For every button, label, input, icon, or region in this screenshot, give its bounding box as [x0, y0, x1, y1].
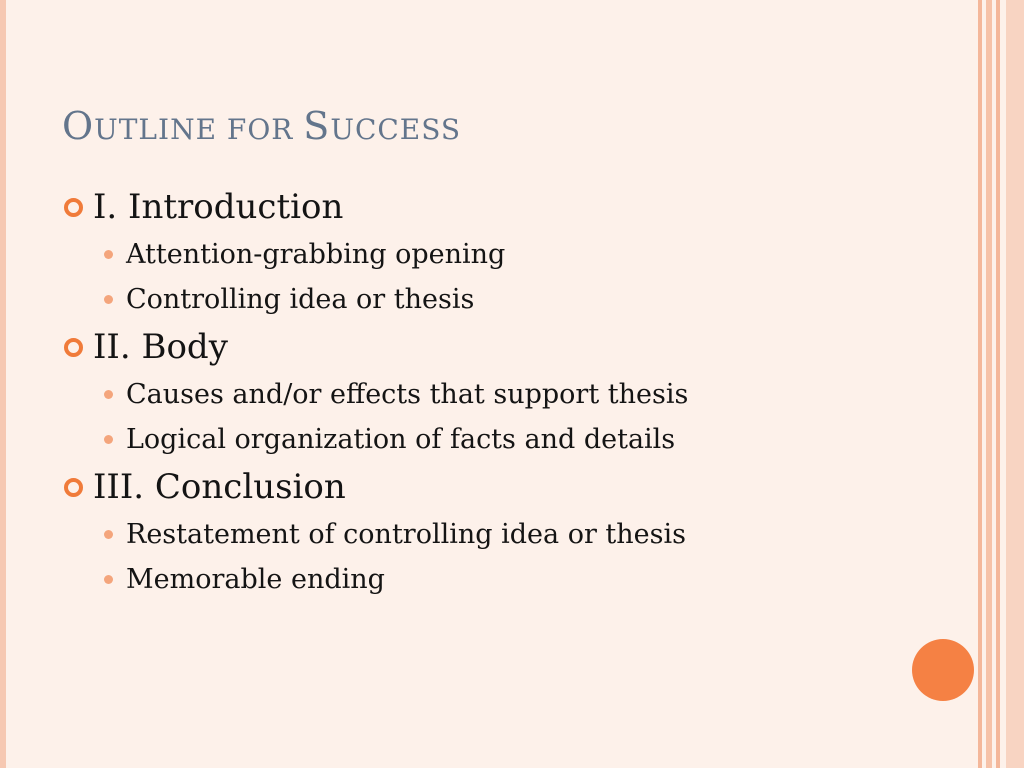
- ring-bullet-icon: [64, 198, 83, 217]
- outline-subitem: [64, 417, 944, 462]
- slide-title: OUTLINE FOR SUCCESS: [62, 104, 462, 148]
- ring-bullet-icon: [64, 338, 83, 357]
- dot-bullet-icon: [104, 435, 113, 444]
- dot-bullet-icon: [104, 250, 113, 259]
- outline-section-heading: [64, 462, 944, 512]
- dot-bullet-icon: [104, 530, 113, 539]
- subitem-text: Restatement of controlling idea or thesis: [126, 519, 686, 550]
- subitem-text: Memorable ending: [126, 564, 385, 595]
- subitem-text: Logical organization of facts and details: [126, 424, 676, 455]
- section-heading-text: III. Conclusion: [93, 467, 346, 507]
- outline-subitem: [64, 277, 944, 322]
- right-border-stripe: [996, 0, 1000, 768]
- dot-bullet-icon: [104, 390, 113, 399]
- outline-list: [64, 182, 944, 602]
- dot-bullet-icon: [104, 295, 113, 304]
- outline-section-heading: [64, 322, 944, 372]
- right-border-stripe: [978, 0, 982, 768]
- section-heading-text: II. Body: [93, 327, 228, 367]
- outline-section-heading: [64, 182, 944, 232]
- outline-subitem: [64, 232, 944, 277]
- subitem-text: Attention-grabbing opening: [126, 239, 506, 270]
- outline-subitem: [64, 512, 944, 557]
- right-border-stripe: [1006, 0, 1024, 768]
- subitem-text: Controlling idea or thesis: [126, 284, 475, 315]
- outline-subitem: [64, 557, 944, 602]
- subitem-text: Causes and/or effects that support thesis: [126, 379, 689, 410]
- right-border-stripe: [986, 0, 992, 768]
- decorative-circle: [912, 639, 974, 701]
- ring-bullet-icon: [64, 478, 83, 497]
- left-border-stripe: [0, 0, 6, 768]
- dot-bullet-icon: [104, 575, 113, 584]
- section-heading-text: I. Introduction: [93, 187, 344, 227]
- outline-subitem: [64, 372, 944, 417]
